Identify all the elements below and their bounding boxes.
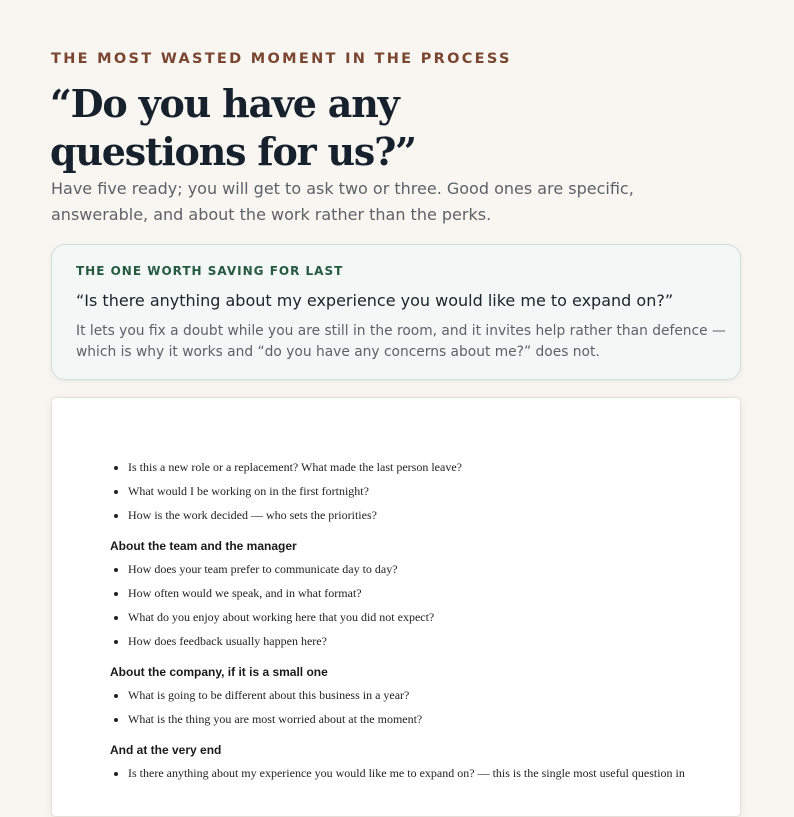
list-item: • What is going to be different about this business in a year?: [128, 687, 710, 703]
intro-text: Have five ready; you will get to ask two or three. Good ones are specific, answerable, and about the work rather than the perks.: [51, 179, 634, 224]
eyebrow-label: THE MOST WASTED MOMENT IN THE PROCESS: [51, 51, 512, 67]
list-item: • What would I be working on in the first fortnight?: [128, 483, 710, 499]
question-list-team: [110, 561, 710, 649]
page-title-line-1: “Do you have any: [50, 81, 399, 126]
list-item: • Is this a new role or a replacement? What made the last person leave?: [128, 459, 710, 475]
callout-label: THE ONE WORTH SAVING FOR LAST: [76, 264, 344, 278]
callout-note: It lets you fix a doubt while you are still in the room, and it invites help rather than defence — which is why it works and “do you have any concerns about me?” does not.: [76, 323, 726, 360]
list-item: • How is the work decided — who sets the priorities?: [128, 507, 710, 523]
callout-quote: “Is there anything about my experience you would like me to expand on?”: [76, 291, 674, 310]
callout-card: [51, 244, 741, 380]
list-item: • Is there anything about my experience you would like me to expand on? — this is the single most useful question in: [128, 765, 710, 781]
section-heading: And at the very end: [110, 743, 222, 757]
list-item: • How often would we speak, and in what format?: [128, 585, 710, 601]
question-list-intro: [110, 459, 710, 523]
question-list-company: [110, 687, 710, 727]
list-item: • What do you enjoy about working here that you did not expect?: [128, 609, 710, 625]
document-body: [110, 459, 710, 789]
question-document: [51, 397, 741, 817]
section-heading: About the company, if it is a small one: [110, 665, 328, 679]
question-list-end: [110, 765, 710, 781]
list-item: • What is the thing you are most worried about at the moment?: [128, 711, 710, 727]
page-title: [50, 80, 610, 176]
list-item: • How does feedback usually happen here?: [128, 633, 710, 649]
section-heading: About the team and the manager: [110, 539, 297, 553]
page-title-line-2: questions for us?”: [50, 129, 416, 174]
list-item: • How does your team prefer to communicate day to day?: [128, 561, 710, 577]
